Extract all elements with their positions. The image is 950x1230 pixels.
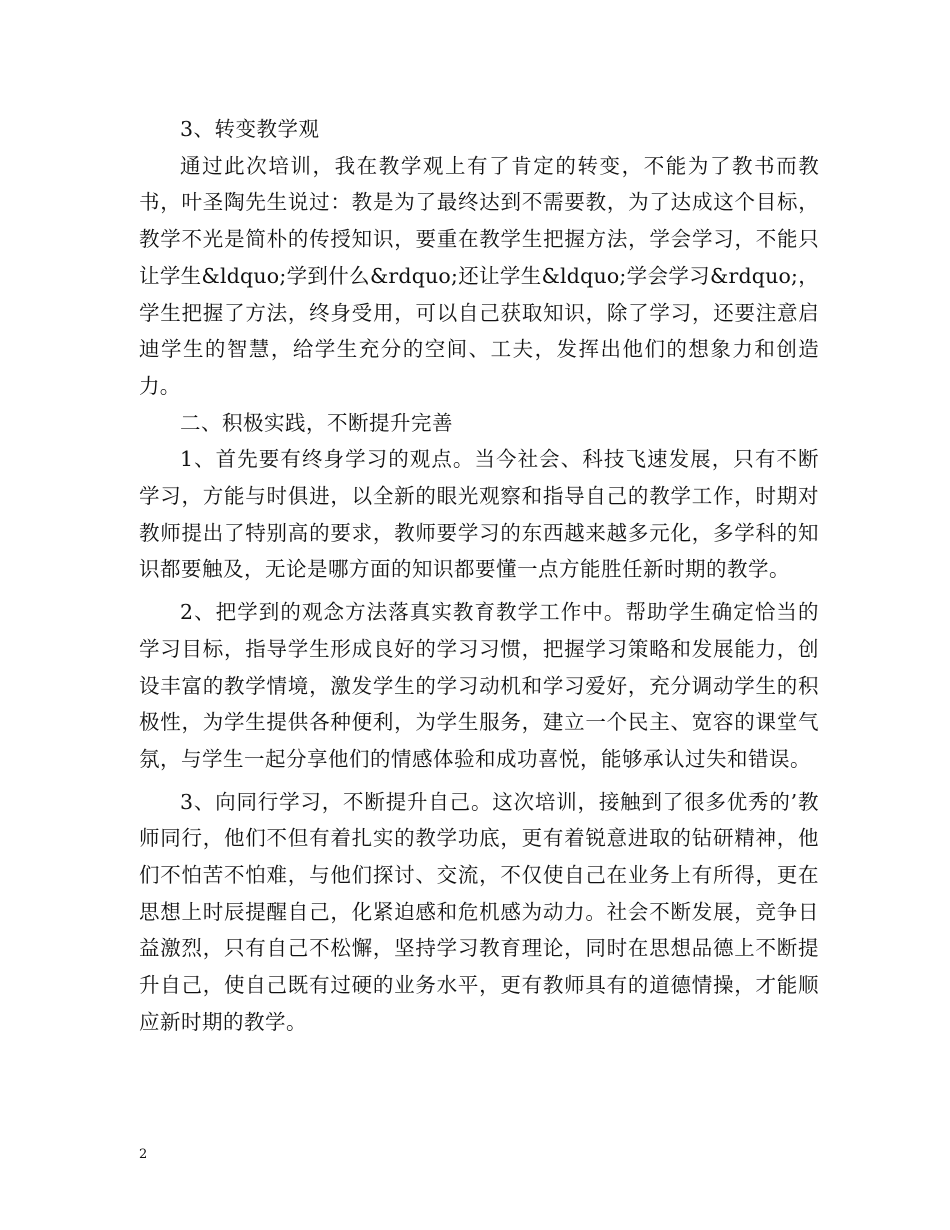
page-number: 2: [139, 1147, 148, 1162]
paragraph-learn-from-peers: 3、向同行学习，不断提升自己。这次培训，接触到了很多优秀的’教师同行，他们不但有着扎实的教学功底，更有着锐意进取的钻研精神，他们不怕苦不怕难，与他们探讨、交流，不仅使自己在业务上有所得，更在思想上时辰提醒自己，化紧迫感和危机感为动力。社会不断发展，竞争日益激烈，只有自己不松懈，坚持学习教育理论，同时在思想品德上不断提升自己，使自己既有过硬的业务水平，更有教师具有的道德情操，才能顺应新时期的教学。: [139, 789, 819, 1034]
paragraph-lifelong-learning: 1、首先要有终身学习的观点。当今社会、科技飞速发展，只有不断学习，方能与时俱进，以全新的眼光观察和指导自己的教学工作，时期对教师提出了特别高的要求，教师要学习的东西越来越多元化，多学科的知识都要触及，无论是哪方面的知识都要懂一点方能胜任新时期的教学。: [139, 447, 819, 582]
heading-active-practice: 二、积极实践，不断提升完善: [180, 410, 453, 435]
heading-teaching-view: 3、转变教学观: [180, 117, 320, 141]
document-body: [139, 111, 819, 1041]
paragraph-teaching-view: 通过此次培训，我在教学观上有了肯定的转变，不能为了教书而教书，叶圣陶先生说过：教是为了最终达到不需要教，为了达成这个目标，教学不光是简朴的传授知识，要重在教学生把握方法，学会学习，不能只让学生&ldquo;学到什么&rdquo;还让学生&ldquo;学会学习&rdquo;，学生把握了方法，终身受用，可以自己获取知识，除了学习，还要注意启迪学生的智慧，给学生充分的空间、工夫，发挥出他们的想象力和创造力。: [139, 153, 819, 398]
paragraph-apply-methods: 2、把学到的观念方法落真实教育教学工作中。帮助学生确定恰当的学习目标，指导学生形成良好的学习习惯，把握学习策略和发展能力，创设丰富的教学情境，激发学生的学习动机和学习爱好，充分调动学生的积极性，为学生提供各种便利，为学生服务，建立一个民主、宽容的课堂气氛，与学生一起分享他们的情感体验和成功喜悦，能够承认过失和错误。: [139, 600, 819, 771]
